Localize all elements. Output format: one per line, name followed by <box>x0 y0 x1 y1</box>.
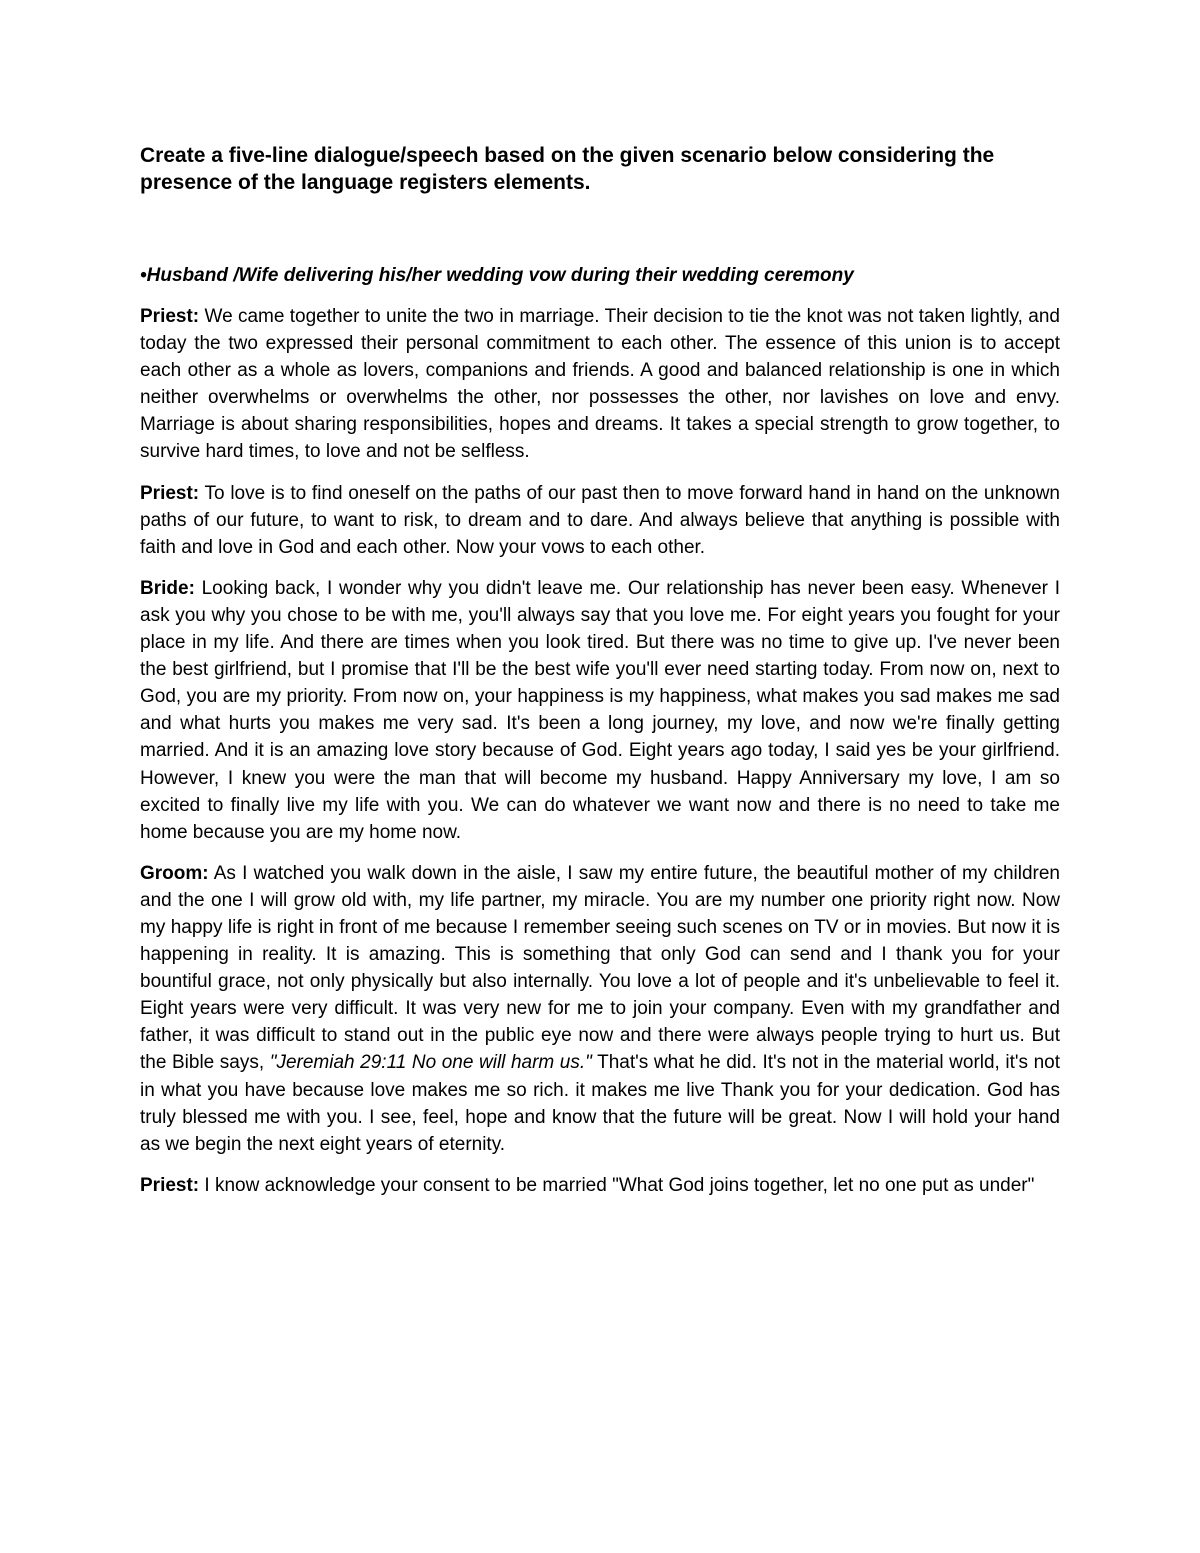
speaker-label: Priest: <box>140 1174 200 1196</box>
dialogue-groom-vow <box>140 860 1060 1158</box>
speaker-label: Bride: <box>140 577 195 599</box>
assignment-title: Create a five-line dialogue/speech based on the given scenario below considering the presence of the language registers elements. <box>140 144 995 194</box>
dialogue-text: To love is to find oneself on the paths of our past then to move forward hand in hand on the unknown paths of our future, to want to risk, to dream and to dare. And always believe that anything is possible with faith and love in God and each other. Now your vows to each other. <box>140 482 1060 558</box>
speaker-label: Priest: <box>140 482 200 504</box>
scenario-line: •Husband /Wife delivering his/her wedding vow during their wedding ceremony <box>140 265 854 286</box>
dialogue-text: We came together to unite the two in marriage. Their decision to tie the knot was not taken lightly, and today the two expressed their personal commitment to each other. The essence of this union is to accept each other as a whole as lovers, companions and friends. A good and balanced relationship is one in which neither overwhelms or overwhelms the other, nor possesses the other, nor lavishes on love and envy. Marriage is about sharing responsibilities, hopes and dreams. It takes a special strength to grow together, to survive hard times, to love and not be selfless. <box>140 306 1060 463</box>
dialogue-text: As I watched you walk down in the aisle, I saw my entire future, the beautiful mother of my children and the one I will grow old with, my life partner, my miracle. You are my number one priority right now. Now my happy life is right in front of me because I remember seeing such scenes on TV or in movies. But now it is happening in reality. It is amazing. This is something that only God can send and I thank you for your bountiful grace, not only physically but also internally. You love a lot of people and it's unbelievable to feel it. Eight years were very difficult. It was very new for me to join your company. Even with my grandfather and father, it was difficult to stand out in the public eye now and there were always people trying to hurt us. But the Bible says, <box>140 862 1060 1074</box>
dialogue-text: That's what he did. It's not in the material world, it's not in what you have because love makes me so rich. it makes me live Thank you for your dedication. God has truly blessed me with you. I see, feel, hope and know that the future will be great. Now I will hold your hand as we begin the next eight years of eternity. <box>140 1052 1061 1155</box>
dialogue-priest-closing <box>140 1172 1060 1199</box>
dialogue-priest-vows-intro <box>140 480 1060 561</box>
dialogue-text: I know acknowledge your consent to be married "What God joins together, let no one put as under" <box>199 1174 1035 1196</box>
document-page <box>140 142 1060 1213</box>
bible-quote: "Jeremiah 29:11 No one will harm us." <box>269 1052 592 1074</box>
dialogue-text: Looking back, I wonder why you didn't leave me. Our relationship has never been easy. Whenever I ask you why you chose to be with me, you'll always say that you love me. For eight years you fought for your place in my life. And there are times when you look tired. But there was no time to give up. I've never been the best girlfriend, but I promise that I'll be the best wife you'll ever need starting today. From now on, next to God, you are my priority. From now on, your happiness is my happiness, what makes you sad makes me sad and what hurts you makes me very sad. It's been a long journey, my love, and now we're finally getting married. And it is an amazing love story because of God. Eight years ago today, I said yes be your girlfriend. However, I knew you were the man that will become my husband. Happy Anniversary my love, I am so excited to finally live my life with you. We can do whatever we want now and there is no need to take me home because you are my home now. <box>140 577 1060 843</box>
speaker-label: Priest: <box>140 306 200 327</box>
dialogue-bride-vow <box>140 575 1060 846</box>
speaker-label: Groom: <box>140 862 209 884</box>
dialogue-priest-opening <box>140 303 1060 466</box>
